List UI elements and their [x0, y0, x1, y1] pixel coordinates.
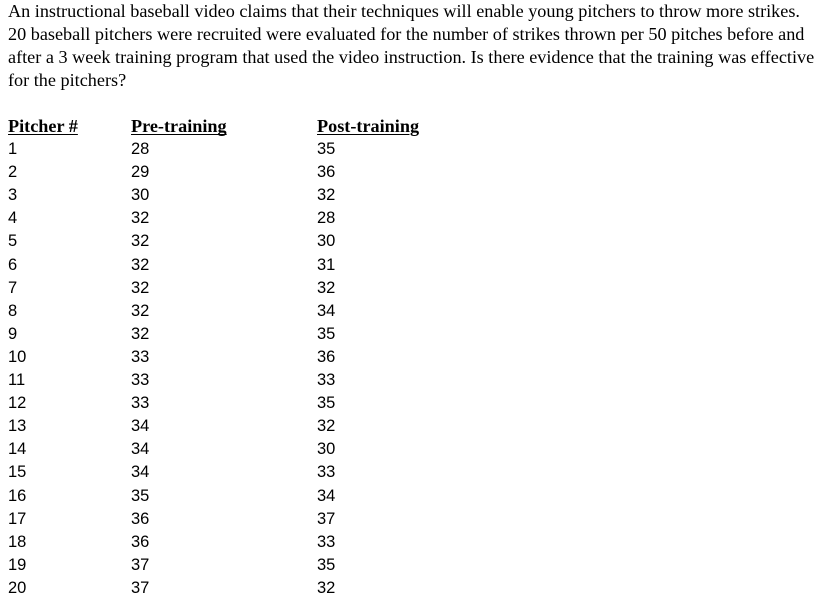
header-post-training: Post-training: [317, 116, 420, 136]
pitcher-number-cell: 18: [8, 532, 27, 551]
table-header-row: [8, 115, 447, 138]
post-training-cell: 37: [317, 509, 336, 528]
table-row: [8, 438, 447, 461]
pre-training-cell: 34: [131, 440, 150, 459]
problem-statement: An instructional baseball video claims that their techniques will enable young pitchers to throw more strikes. 20 baseball pitchers were recruited were evaluated for the number of strikes thrown per 50 pitches before and after a 3 week training program that used the video instruction. Is there evidence that the training was effective for the pitchers?: [8, 1, 815, 90]
pre-training-cell: 32: [131, 301, 150, 320]
pre-training-cell: 30: [131, 186, 150, 205]
pitcher-number-cell: 11: [8, 371, 26, 390]
table-row: [8, 392, 447, 415]
header-pre-training: Pre-training: [131, 116, 227, 136]
pitcher-number-cell: 7: [8, 278, 18, 297]
post-training-cell: 32: [317, 578, 336, 597]
post-training-cell: 35: [317, 555, 336, 574]
pitcher-number-cell: 14: [8, 440, 27, 459]
post-training-cell: 33: [317, 532, 336, 551]
table-row: [8, 254, 447, 277]
pitcher-number-cell: 19: [8, 555, 27, 574]
post-training-cell: 36: [317, 163, 336, 182]
pitcher-number-cell: 3: [8, 186, 18, 205]
table-row: [8, 138, 447, 161]
table-row: [8, 554, 447, 577]
post-training-cell: 28: [317, 209, 336, 228]
pre-training-cell: 32: [131, 209, 150, 228]
table-row: [8, 369, 447, 392]
post-training-cell: 31: [317, 255, 336, 274]
pitcher-number-cell: 16: [8, 486, 27, 505]
post-training-cell: 35: [317, 140, 336, 159]
pre-training-cell: 29: [131, 163, 150, 182]
table-row: [8, 508, 447, 531]
table-row: [8, 161, 447, 184]
post-training-cell: 32: [317, 417, 336, 436]
pre-training-cell: 34: [131, 463, 150, 482]
pitcher-number-cell: 10: [8, 347, 27, 366]
post-training-cell: 34: [317, 301, 336, 320]
table-row: [8, 461, 447, 484]
post-training-cell: 36: [317, 347, 336, 366]
pre-training-cell: 33: [131, 394, 150, 413]
table-row: [8, 346, 447, 369]
table-row: [8, 230, 447, 253]
post-training-cell: 30: [317, 232, 336, 251]
table-row: [8, 531, 447, 554]
pitcher-number-cell: 2: [8, 163, 18, 182]
pre-training-cell: 34: [131, 417, 150, 436]
post-training-cell: 33: [317, 371, 336, 390]
pitcher-number-cell: 1: [8, 140, 18, 159]
table-row: [8, 300, 447, 323]
post-training-cell: 33: [317, 463, 336, 482]
post-training-cell: 35: [317, 324, 336, 343]
header-pitcher-number: Pitcher #: [8, 116, 78, 136]
pre-training-cell: 36: [131, 532, 150, 551]
table-row: [8, 415, 447, 438]
pitcher-number-cell: 13: [8, 417, 27, 436]
table-body: [8, 138, 447, 600]
table-row: [8, 207, 447, 230]
pre-training-cell: 33: [131, 347, 150, 366]
pre-training-cell: 36: [131, 509, 150, 528]
pitcher-number-cell: 12: [8, 394, 27, 413]
pre-training-cell: 32: [131, 324, 150, 343]
post-training-cell: 32: [317, 186, 336, 205]
pitcher-number-cell: 17: [8, 509, 27, 528]
table-row: [8, 323, 447, 346]
pre-training-cell: 37: [131, 578, 150, 597]
pre-training-cell: 32: [131, 232, 150, 251]
pre-training-cell: 37: [131, 555, 150, 574]
pitcher-number-cell: 9: [8, 324, 18, 343]
table-row: [8, 577, 447, 600]
pitcher-number-cell: 8: [8, 301, 18, 320]
pre-training-cell: 33: [131, 371, 150, 390]
table-row: [8, 184, 447, 207]
pitcher-number-cell: 4: [8, 209, 18, 228]
post-training-cell: 34: [317, 486, 336, 505]
pitcher-number-cell: 20: [8, 578, 27, 597]
post-training-cell: 35: [317, 394, 336, 413]
pre-training-cell: 32: [131, 278, 150, 297]
pre-training-cell: 35: [131, 486, 150, 505]
pre-training-cell: 28: [131, 140, 150, 159]
post-training-cell: 32: [317, 278, 336, 297]
pitcher-number-cell: 5: [8, 232, 18, 251]
pre-training-cell: 32: [131, 255, 150, 274]
strikes-table: [8, 115, 447, 600]
table-row: [8, 277, 447, 300]
table-row: [8, 485, 447, 508]
post-training-cell: 30: [317, 440, 336, 459]
pitcher-number-cell: 15: [8, 463, 27, 482]
pitcher-number-cell: 6: [8, 255, 18, 274]
